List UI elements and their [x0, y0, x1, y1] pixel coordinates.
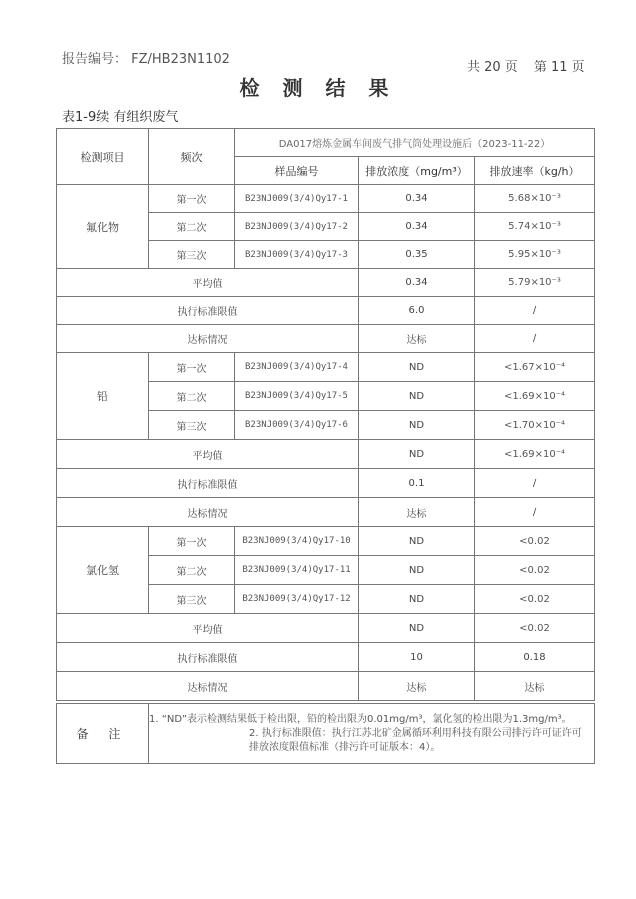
limit-rate: 0.18	[475, 643, 595, 672]
frequency-cell: 第三次	[149, 411, 235, 440]
header-concentration: 排放浓度（mg/m³）	[359, 157, 475, 185]
table-row	[57, 614, 595, 643]
sample-id-cell: B23NJ009(3/4)Qy17-6	[235, 411, 359, 440]
concentration-cell: ND	[359, 411, 475, 440]
average-concentration: ND	[359, 440, 475, 469]
limit-rate: /	[475, 297, 595, 325]
table-row	[57, 527, 595, 556]
status-concentration: 达标	[359, 325, 475, 353]
table-row	[57, 672, 595, 701]
frequency-cell: 第二次	[149, 556, 235, 585]
concentration-cell: ND	[359, 556, 475, 585]
frequency-cell: 第二次	[149, 382, 235, 411]
concentration-cell: 0.34	[359, 213, 475, 241]
sample-id-cell: B23NJ009(3/4)Qy17-12	[235, 585, 359, 614]
limit-concentration: 10	[359, 643, 475, 672]
limit-label: 执行标准限值	[57, 643, 359, 672]
header-test-item: 检测项目	[57, 129, 149, 185]
table-row	[57, 297, 595, 325]
rate-cell: 5.68×10⁻³	[475, 185, 595, 213]
limit-label: 执行标准限值	[57, 297, 359, 325]
concentration-cell: 0.34	[359, 185, 475, 213]
group-name: 铅	[57, 353, 149, 440]
frequency-cell: 第二次	[149, 213, 235, 241]
average-rate: <0.02	[475, 614, 595, 643]
header-frequency: 频次	[149, 129, 235, 185]
report-number: 报告编号： FZ/HB23N1102	[62, 52, 230, 67]
note-2: 2. 执行标准限值：执行江苏北矿金属循环利用科技有限公司排污许可证许可排放浓度限值标准（排污许可证版本：4）。	[249, 727, 582, 753]
rate-cell: 5.95×10⁻³	[475, 241, 595, 269]
header-sample-id: 样品编号	[235, 157, 359, 185]
status-rate: 达标	[475, 672, 595, 701]
table-row	[57, 498, 595, 527]
frequency-cell: 第三次	[149, 241, 235, 269]
average-label: 平均值	[57, 269, 359, 297]
concentration-cell: ND	[359, 353, 475, 382]
rate-cell: <1.69×10⁻⁴	[475, 382, 595, 411]
group-name: 氯化氢	[57, 527, 149, 614]
status-label: 达标情况	[57, 672, 359, 701]
concentration-cell: ND	[359, 382, 475, 411]
status-concentration: 达标	[359, 672, 475, 701]
average-concentration: 0.34	[359, 269, 475, 297]
sample-id-cell: B23NJ009(3/4)Qy17-10	[235, 527, 359, 556]
limit-label: 执行标准限值	[57, 469, 359, 498]
average-rate: <1.69×10⁻⁴	[475, 440, 595, 469]
notes-label: 备 注	[57, 704, 149, 764]
concentration-cell: ND	[359, 527, 475, 556]
status-rate: /	[475, 325, 595, 353]
average-rate: 5.79×10⁻³	[475, 269, 595, 297]
average-label: 平均值	[57, 614, 359, 643]
group-name: 氟化物	[57, 185, 149, 269]
sample-id-cell: B23NJ009(3/4)Qy17-4	[235, 353, 359, 382]
concentration-cell: ND	[359, 585, 475, 614]
sample-id-cell: B23NJ009(3/4)Qy17-3	[235, 241, 359, 269]
frequency-cell: 第一次	[149, 353, 235, 382]
rate-cell: <0.02	[475, 527, 595, 556]
results-table	[56, 128, 595, 701]
notes-table	[56, 703, 595, 764]
sample-id-cell: B23NJ009(3/4)Qy17-2	[235, 213, 359, 241]
sample-id-cell: B23NJ009(3/4)Qy17-5	[235, 382, 359, 411]
frequency-cell: 第一次	[149, 185, 235, 213]
average-concentration: ND	[359, 614, 475, 643]
sampling-condition: DA017熔炼金属车间废气排气筒处理设施后（2023-11-22）	[235, 129, 595, 157]
page-title: 检 测 结 果	[239, 76, 397, 100]
sample-id-cell: B23NJ009(3/4)Qy17-1	[235, 185, 359, 213]
table-row	[57, 440, 595, 469]
rate-cell: <1.70×10⁻⁴	[475, 411, 595, 440]
status-label: 达标情况	[57, 498, 359, 527]
table-row	[57, 185, 595, 213]
current-page: 第 11 页	[533, 60, 585, 75]
frequency-cell: 第三次	[149, 585, 235, 614]
status-label: 达标情况	[57, 325, 359, 353]
table-caption: 表1-9续 有组织废气	[62, 110, 179, 125]
table-row	[57, 325, 595, 353]
average-label: 平均值	[57, 440, 359, 469]
header-emission-rate: 排放速率（kg/h）	[475, 157, 595, 185]
note-1: 1. “ND”表示检测结果低于检出限，铅的检出限为0.01mg/m³，氯化氢的检出限为1.3mg/m³。	[149, 713, 572, 725]
table-row	[57, 269, 595, 297]
frequency-cell: 第一次	[149, 527, 235, 556]
concentration-cell: 0.35	[359, 241, 475, 269]
status-concentration: 达标	[359, 498, 475, 527]
limit-concentration: 0.1	[359, 469, 475, 498]
status-rate: /	[475, 498, 595, 527]
rate-cell: <0.02	[475, 585, 595, 614]
table-row	[57, 469, 595, 498]
table-row	[57, 353, 595, 382]
rate-cell: <0.02	[475, 556, 595, 585]
rate-cell: <1.67×10⁻⁴	[475, 353, 595, 382]
table-row	[57, 643, 595, 672]
notes-text	[149, 704, 595, 764]
total-pages: 共 20 页	[467, 60, 518, 75]
rate-cell: 5.74×10⁻³	[475, 213, 595, 241]
limit-concentration: 6.0	[359, 297, 475, 325]
sample-id-cell: B23NJ009(3/4)Qy17-11	[235, 556, 359, 585]
limit-rate: /	[475, 469, 595, 498]
